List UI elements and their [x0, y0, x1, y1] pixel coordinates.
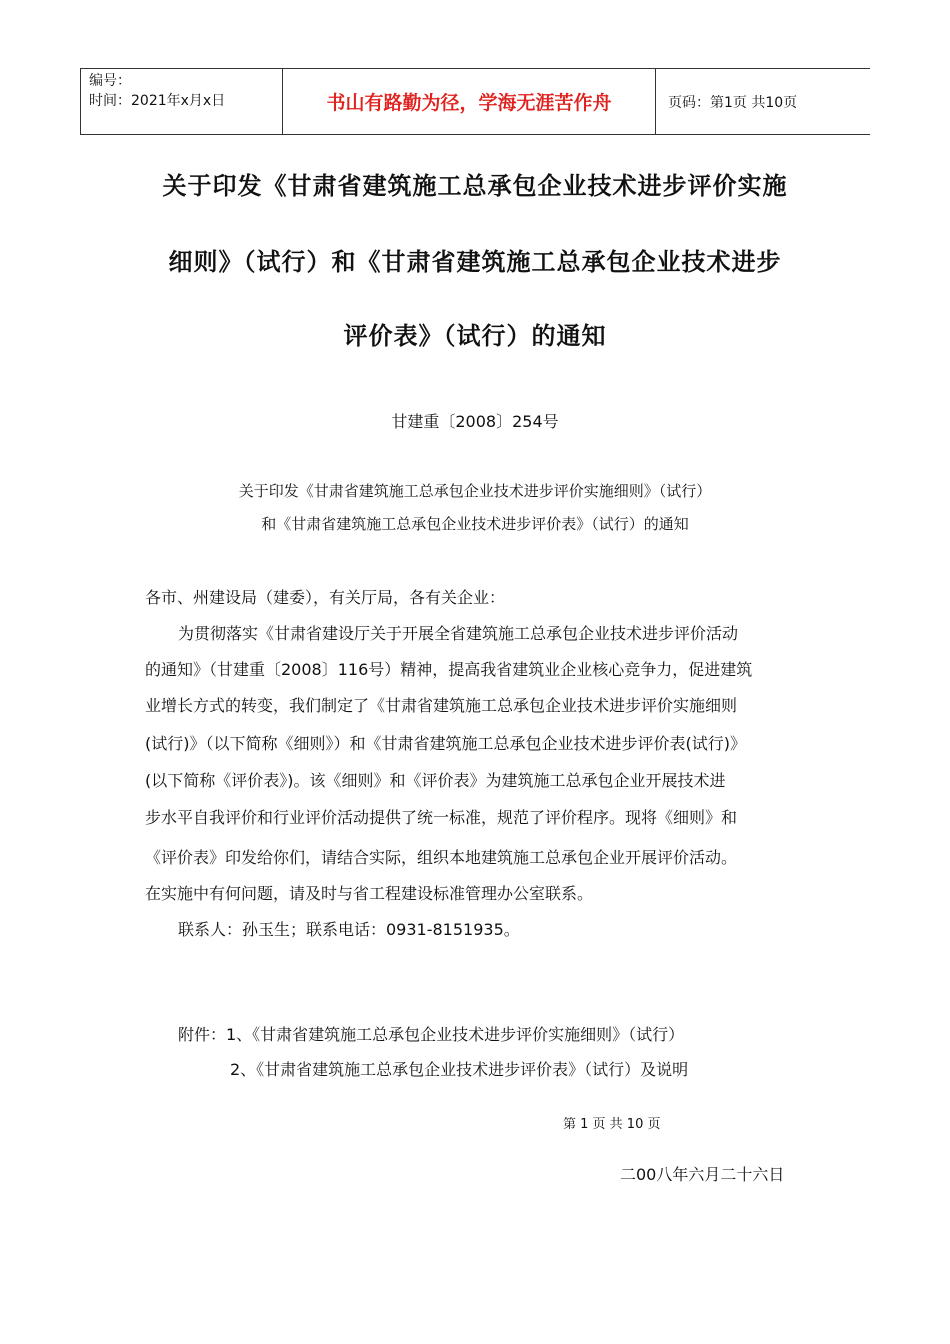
salutation: 各市、州建设局（建委），有关厅局，各有关企业：: [145, 588, 506, 607]
title-line-1: 关于印发《甘肃省建筑施工总承包企业技术进步评价实施: [162, 172, 788, 200]
doc-number: 甘建重〔2008〕254号: [391, 412, 559, 431]
subtitle-line-1: 关于印发《甘肃省建筑施工总承包企业技术进步评价实施细则》（试行）: [238, 482, 712, 500]
time-label: 时间：2021年x月x日: [89, 93, 226, 109]
motto-cell: [283, 69, 656, 134]
page-info-cell: [656, 69, 870, 134]
attachment-2: 2、《甘肃省建筑施工总承包企业技术进步评价表》（试行）及说明: [230, 1060, 689, 1079]
body-line: 的通知》（甘建重〔2008〕116号）精神，提高我省建筑业企业核心竞争力，促进建筑: [145, 660, 753, 679]
issue-date: 二00八年六月二十六日: [620, 1165, 785, 1184]
body-line: 为贯彻落实《甘肃省建设厅关于开展全省建筑施工总承包企业技术进步评价活动: [178, 624, 739, 643]
page-footer: 第 1 页 共 10 页: [563, 1117, 661, 1132]
contact-line: 联系人：孙玉生；联系电话：0931-8151935。: [178, 920, 520, 939]
body-line: (以下简称《评价表》)。该《细则》和《评价表》为建筑施工总承包企业开展技术进: [145, 771, 726, 790]
attachment-1: 附件：1、《甘肃省建筑施工总承包企业技术进步评价实施细则》（试行）: [178, 1025, 685, 1044]
body-line: 业增长方式的转变，我们制定了《甘肃省建筑施工总承包企业技术进步评价实施细则: [145, 696, 738, 715]
header-meta-cell: [81, 69, 283, 134]
motto-text: 书山有路勤为径，学海无涯苦作舟: [326, 92, 612, 114]
title-line-2: 细则》（试行）和《甘肃省建筑施工总承包企业技术进步: [168, 248, 782, 276]
subtitle-line-2: 和《甘肃省建筑施工总承包企业技术进步评价表》（试行）的通知: [261, 515, 689, 533]
body-line: 《评价表》印发给你们，请结合实际，组织本地建筑施工总承包企业开展评价活动。: [145, 848, 738, 867]
number-label: 编号：: [89, 73, 131, 89]
title-line-3: 评价表》（试行）的通知: [343, 322, 607, 350]
body-line: 在实施中有何问题，请及时与省工程建设标准管理办公室联系。: [145, 884, 594, 903]
page-info: 页码：第1页 共10页: [668, 94, 798, 111]
body-line: (试行)》（以下简称《细则》）和《甘肃省建筑施工总承包企业技术进步评价表(试行)》: [145, 734, 746, 753]
body-line: 步水平自我评价和行业评价活动提供了统一标准，规范了评价程序。现将《细则》和: [145, 808, 738, 827]
header-table: [80, 68, 870, 135]
